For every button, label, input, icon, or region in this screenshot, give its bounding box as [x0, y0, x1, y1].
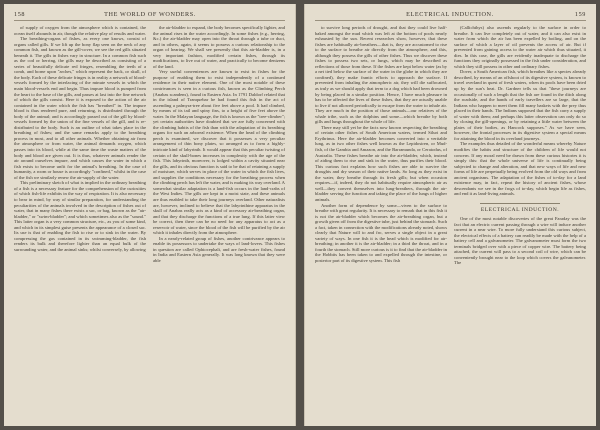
- right-column-1: [315, 25, 447, 423]
- right-page-columns: [315, 25, 586, 423]
- left-column-1: [14, 25, 146, 423]
- paragraph: The examples thus detailed of the wonderful means whereby Nature modifies the habits and structure of the children of life would not concern. If any moral need be drawn from these curious histories it is simply this: that the whole universe of life is continually being subjected to change and alteration, and that new ways of life and new forms of life are perpetually being evolved from the old ways and from ancient organisms. The adaptation of the fishes of to-day for a land existence may, in fact, repeat the history of ancient fishes, whose descendants we see in the frogs of to-day, which begin life as fishes, and end it as land-living animals.: [454, 141, 586, 197]
- page-number-right: 159: [574, 11, 586, 18]
- paragraph: Another form of dependence by some—viven to the surface to breathe with great regularity. It is necessary to remark that in this fish it is not the air-bladder which becomes the air-breathing organ, but a growth given off from the digestive tube, just behind the stomach. Such a fact, taken in connection with the modifications already noted, shows clearly that Nature will to and fro, serves a single object in a great variety of ways. In one fish it is the head which is modified for air-breathing; in another it is the air-bladder; in a third the throat, and in a fourth the stomach. Still more curious is it to find that the air-bladder in the Hobbits has been taken to and expelled through the intestine, or posterior part of its digestive system. This fish: [315, 202, 447, 263]
- section-heading: ELECTRICAL INDUCTION.: [480, 206, 560, 213]
- paragraph: of supply of oxygen from the atmosphere which is contained, the ocean itself abounds in air, though the relative play of results and water.: [14, 25, 146, 36]
- left-page-columns: [14, 25, 285, 423]
- paragraph: (Callichthys) also ascends regularly to the surface in order to breathe. It can live completely out of water, and it can also exist in water from which the air has been expelled by boiling, and on the surface of which a layer of oil prevents the access of air. But if prevented from gaining access to the water air which thus situated, it dies. In this case, the gills are evidently inadequate to discharge the functions they originally possessed in the fish under consideration, and which they still possess in other and ordinary fishes.: [454, 25, 586, 69]
- paragraph: This preliminary sketch of what is implied in the ordinary breathing of a fish is a necessary feature for the comprehension of the curiosities of which fish-life exhibits in the way of respiration. It is also necessary to bear in mind, by way of similar preparation, for understanding the peculiarities of the animals involved in the description of fishes out of water, that in many fishes there exists a sac, or bag, known as the "air-bladder," or "swim-bladder"; and which sometimes also as the "sound." This latter organ is a very common structure, etc., as you of some kind, and which in its simplest guise presents the appearance of a closed sac. Its use is that of enabling the fish to rise or to sink in the water. By compressing the gas contained in its swimming-bladder, the fish renders its bulk and therefore lighter than an equal bulk of the surrounding water, and the animal sinks; whilst conversely, by allowing: [14, 180, 146, 252]
- paragraph: There may still yet be the facts now known respecting the breathing of certain other fishes of South American waters, termed Siluri and Erythrinus. Here the air-bladder becomes converted into a veritable lung, as in two other fishes well known as the Lepidosiren, or Mud-fish, of the Gambia and Amazon, and the Barramunda, or Ceratodus, of Australia. These fishes breathe air into the air-bladder, which, instead of aiding them to rise and sink in the water, thus purifies their blood. This curious fact explains how such fishes are able to survive the droughts and dry season of their native lands. So long as they exist in the water, they breathe through its fresh gills; but when occasion requires—if, indeed, they do not habitually require atmospheric air as well—they convert themselves into lung-breathers, through the air-bladder serving the function and taking the place of the lungs of higher animals.: [315, 124, 447, 202]
- section-divider: [480, 203, 559, 204]
- right-column-2: [454, 25, 586, 423]
- paragraph: In a nearly-related group of fishes, another contrivance appears to enable its possessors to undertake the ways of land-lovers. This fishes in question are called Ophiocephali, and are fresh-water fishes, found in India and Eastern Asia generally. It was long known that they were able: [153, 235, 285, 263]
- paragraph: Dover, a South American fish, which breathes like a species already described, by means of an offshoot of its digestive system, is known to travel overland in quest of fresh waters, when its pools have been dried up by the sun's heat. Dr. Gardner tells us that "these journeys are occasionally of such a length that the fish are found in the ditch along the roadside, and the hands of early travellers are so large, that the Indians who happen to meet them fill many baskets with the prey thus placed in their hands. The Indians supposed that the fish carry a supply of water with them; and perhaps this latter observation can only do so by closing the gill-openings, or by retaining a little water between the plates of their bodies, as Hancock supposes." As we have seen, however, the frontal processes in its digestive system a special means for attaining the blood in its overland journeys.: [454, 69, 586, 141]
- paragraph: One of the most notable discoveries of the great Faraday was the fact that an electric current passing through a wire will induce another current in a near wire. To more fully understand this curious subject, the electrical effects of a battery can readily be made with the help of a battery cell and a galvanometer. The galvanometer must form the two terminals bridged over with a piece of copper wire. The battery being attached, the current will pass to a second coil of wire, which can be conveniently brought near to the loop which covers the galvanometer. The: [454, 215, 586, 266]
- left-column-2: [153, 25, 285, 423]
- running-head-left: [14, 11, 285, 21]
- paragraph: to survive long periods of drought, and that they could live half-baked amongst the mud which was left at the bottom of pools nearly exhausted by the sun. Recent researches show, however, that these fishes are habitually air-breathers—that is, they are accustomed to rise to the surface to breathe air directly from the atmosphere, and this, although they possess the gills of other fishes. Thus we discover these fishes to possess two sets, or lungs, which may be described as reflections of those from these. If the fishes are kept below water (as by a net tied below the surface of the water in the globe in which they are confined), they make frantic efforts to approach the surface. If prevented from inhaling the atmospheric air, they will die suffocated, as truly as we should apply that term to a dog which had been drowned by being placed in a similar position. Hence, I have much pleasure in has to be affected the lives of these fishes, that they are actually unable to live if not allowed periodically to escape from the water to inhale air. They are much in the position of those animals—our relatives of the whale tribe, such as the dolphins and some—which breathe by both gills and lungs throughout the whole of life.: [315, 25, 447, 125]
- running-title-left: THE WORLD OF WONDERS.: [104, 11, 196, 18]
- paragraph: The breathing-organs of fishes, as every one knows, consist of organs called gills. If we lift up the bony flap seen on the neck of any common fish, and known as the gill-cover, we see the red gills situated beneath it. The gills in fishes vary in structure. In a common fish such as the cod or herring, the gills may be described as consisting of a series of beautifully delicate red fringes, resembling the teeth of a comb, and borne upon "arches," which represent the back, or skull, of the body. Each of these delicate fringes is in reality a network of blood-vessels formed by the interlacing of the minute vessels in which the main blood-vessels end and begin. Thus impure blood is pumped from the heart to the base of the gills, and passes at last into the fine network of which the gills consist. Here it is exposed to the action of the air contained in the water which the fish has "breathed" in. The impure blood is thus rendered pure, and returning, is distributed through the body of the animal; and is accordingly passed out of the gill by blood-vessels formed by the union of the fine vessels of the gill, and is re-distributed to the body. Such is an outline of what takes place in the breathing of fishes; and the same remarks apply to the breathing process in most, and to all other animals. Whether obtaining air from the atmosphere or from water, the animal demands oxygen, which passes into its blood, while at the same time the waste matters of the body and blood are given out. It is thus, whatever animals render the air around ourselves impure, and which causes the water in which a fish exists to become unfit for the animal's breathing. In the case of humanity, a room or house is accordingly "confined," whilst in the case of the fish we similarly renew the air-supply of the water.: [14, 36, 146, 180]
- paragraph: the air-bladder to expand, the body becomes specifically lighter, and the animal rises in the water accordingly. In some fishes (e.g., herring, &c.) the air-bladder may open into the throat through a tube or duct, and in others, again, it seems to possess a curious relationship to the organ of hearing. We shall see presently that this air-bladder is, in a very important fashion, modified certain fishes, through its modifications, to live out of water, and practically to become denizens of the land.: [153, 25, 285, 69]
- running-title-right: ELECTRICAL INDUCTION.: [406, 11, 494, 18]
- left-page: [4, 4, 296, 426]
- running-head-right: [315, 11, 586, 21]
- paragraph: Very useful conveniences are known to exist in fishes for the purpose of enabling them to exist independently of a continued residence in their native element. One of the most notable of these contrivances is seen in a curious fish, known as the Climbing Perch (Anabas scandens), found in Eastern Asia. In 1791 Daldorf related that in the island of Tranquebar he had found this fish in the act of ascending a palmyra-tree about five feet above a pool. It had climbed, by means of its tail and spiny fins, to a height of five feet above the water. In the Malayan language, the fish is known as the "tree-climber"; yet certain authorities have doubted that we are fully concerned with the climbing habits of the fish than with the adaptation of its breathing organs for such an arboreal existence. When the head of the climbing perch is examined, we discover that it possesses a very peculiar arrangement of thin bony plates, so arranged as to form a highly-intricate kind of labyrinth. It would appear that this peculiar twisting of certain of the skull-bones increases in complexity with the age of the fish. This labyrinth, moreover, is lodged within a cavity situated near the gills, and its obvious function is said to be that of retaining a supply of moisture, which serves in place of the water in which the fish lives, and supplies the conditions necessary for the breathing process when the climbing perch has left the water, and is making its way overland. A somewhat similar adaptation is a land-fish occurs in the land-crabs of the West Indies. The gills are kept in a moist state, and these animals are thus enabled to take their long journeys overland. Other naturalists are, however, inclined to believe that the labyrinthine apparatus in the skull of Anabas really acts as a kind of accessory air-breathing organ, and that they discharge the functions of a true lung. If this latter view be correct, then there can be no need for any apparatus to act as a reservoir of water, since the blood of the fish will be purified by the air which it inhales directly from the atmosphere.: [153, 69, 285, 236]
- right-page: [304, 4, 596, 426]
- page-number-left: 158: [14, 11, 26, 18]
